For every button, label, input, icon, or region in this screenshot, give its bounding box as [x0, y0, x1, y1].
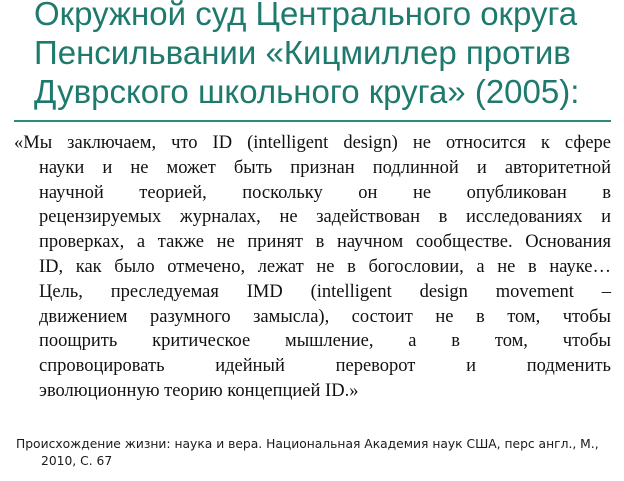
quote-line: поощрить критическое мышление, а в том, чтобы [39, 331, 611, 352]
quote-line: Цель, преследуемая IMD (intelligent design movement – [39, 281, 611, 302]
quote-line: науки и не может быть признан подлинной и авторитетной [39, 157, 611, 178]
source-line: Происхождение жизни: наука и вера. Национальная Академия наук США, перс англ., М., [16, 437, 599, 451]
source-citation [16, 436, 616, 470]
quote-line: рецензируемых журналах, не задействован в исследованиях и [39, 207, 611, 228]
quote-line: «Мы заключаем, что ID (intelligent design) не относится к сфере [14, 133, 611, 153]
slide-title [34, 0, 614, 111]
source-line: 2010, С. 67 [41, 454, 113, 468]
quote-line: ID, как было отмечено, лежат не в богословии, а не в науке… [39, 256, 611, 277]
quote-block [14, 131, 611, 404]
quote-line: спровоцировать идейный переворот и подменить [39, 356, 611, 377]
title-line: Дуврского школьного круга» (2005): [34, 73, 580, 110]
quote-line: проверках, а также не принят в научном сообществе. Основания [39, 232, 611, 253]
title-divider [14, 120, 611, 122]
quote-line: научной теорией, поскольку он не опубликован в [39, 182, 611, 203]
title-line: Пенсильвании «Кицмиллер против [34, 34, 571, 71]
quote-line: эволюционную теорию концепцией ID.» [39, 380, 359, 401]
quote-line: движением разумного замысла), состоит не в том, чтобы [39, 306, 611, 327]
title-line: Окружной суд Центрального округа [34, 0, 578, 32]
